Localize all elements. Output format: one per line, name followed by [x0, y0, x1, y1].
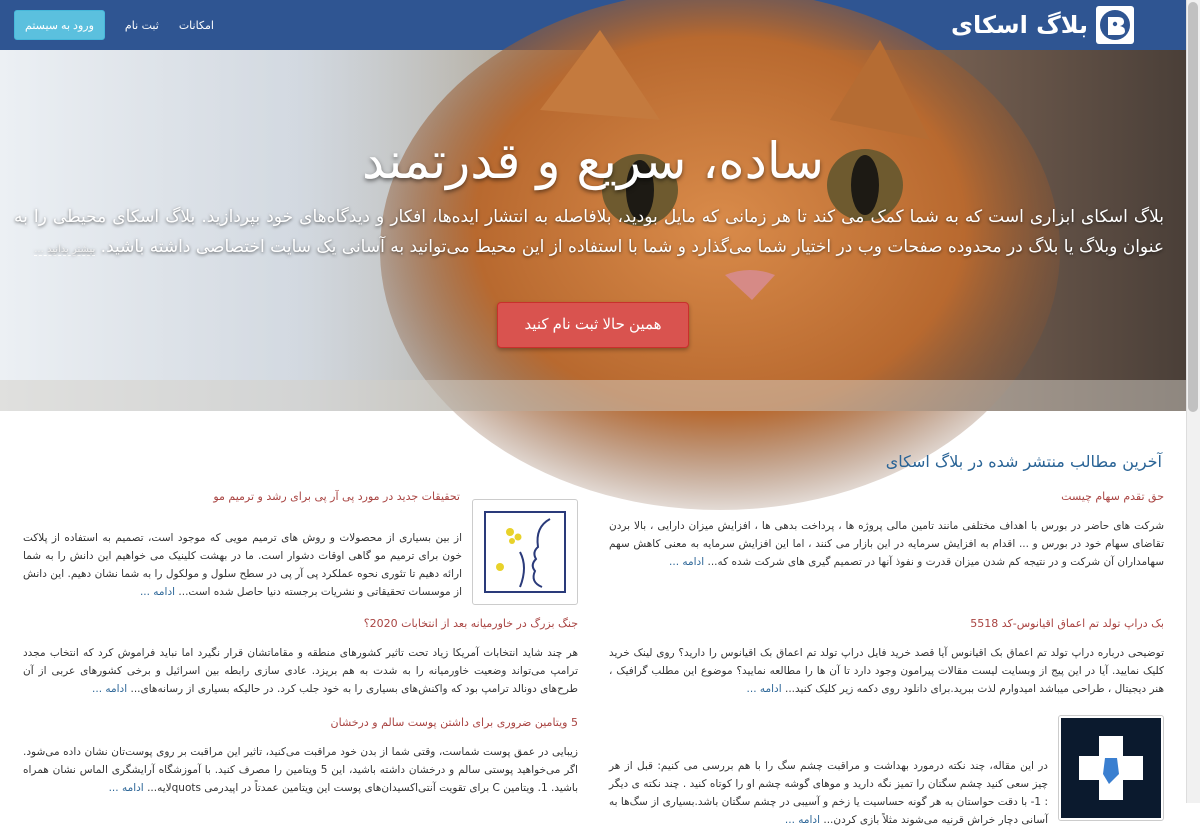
post-excerpt-text: از بین بسیاری از محصولات و روش های ترمیم مویی که موجود است، تصمیم به استفاده از پلاکت خون برای ترمیم مو گاهی اوقات دشوار است. ما در بهشت کلینیک می خواهیم این دانش را به شما ارائه دهیم تا تئوری نحوه عملکرد پی آر پی در سطح سلول و مولکول را به شما نشان دهیم. این دانش از موسسات تحقیقاتی و نشریات برجسته دنیا حاصل شده است...	[23, 532, 462, 598]
read-more-link[interactable]: ادامه ...	[669, 556, 705, 568]
face-profile-icon	[480, 507, 570, 597]
hero-title: ساده، سریع و قدرتمند	[361, 132, 824, 190]
post-excerpt	[609, 757, 1048, 829]
features-link[interactable]: امکانات	[178, 18, 214, 32]
hero-description	[14, 202, 1164, 265]
post-title[interactable]: بک دراپ تولد تم اعماق اقیانوس-کد 5518	[970, 617, 1164, 630]
brand[interactable]	[951, 6, 1134, 44]
post-item	[609, 716, 1164, 829]
post-excerpt	[23, 644, 578, 698]
learn-more-link[interactable]: بیشتر بدانید ...	[34, 244, 96, 255]
latest-posts-title: آخرین مطالب منتشر شده در بلاگ اسکای	[885, 452, 1162, 471]
post-thumbnail[interactable]	[1058, 715, 1164, 821]
post-item	[23, 716, 578, 797]
post-excerpt-text: در این مقاله، چند نکته درمورد بهداشت و مراقبت چشم سگ را با هم بررسی می کنیم: قبل از هر چیز سعی کنید چشم سگتان را تمیز نگه دارید و موهای گوشه چشم او را کوتاه کنید . چند نکته ی دیگر : 1- با دقت حواستان به هر گونه حساسیت یا زخم و آسیبی در چشم سگتان باشد.بسیاری از سگ‌ها به آسانی دچار خراش قرنیه می‌شوند مثلاً بازی کردن...	[609, 760, 1048, 826]
post-excerpt-text: توضیحی درباره دراپ تولد تم اعماق بک اقیانوس آیا قصد خرید فایل دراپ تولد تم اعماق بک اقیانوس را دارید؟ روی لینک خرید کلیک نمایید. آیا در این پیج از وبسایت لیست مقالات پیرامون وجود دارد تا آن ها را مطالعه نمایید؟ موضوع این مطلب گرافیک ، هنر دیجیتال ، طراحی میباشد امیدوارم لذت ببرید.برای دانلود روی دکمه زیر کلیک کنید...	[609, 647, 1164, 695]
post-excerpt-text: شرکت های حاضر در بورس با اهداف مختلفی مانند تامین مالی پروژه ها ، پرداخت بدهی ها ، افزایش میزان دارایی ، بالا بردن تقاضای سهام خود در بورس و ... اقدام به افزایش سرمایه در این بازار می کنند ، اما این افزایش سرمایه به معنی کاهش سهم سهامداران آن شرکت و در نتیجه کم شدن میزان قدرت و نفوذ آنها در تصمیم گیری های شرکت شده که...	[609, 520, 1164, 568]
post-excerpt	[609, 517, 1164, 571]
scrollbar-thumb[interactable]	[1188, 2, 1198, 412]
post-excerpt-text: هر چند شاید انتخابات آمریکا زیاد تحت تاثیر کشورهای منطقه و مقاماتشان قرار نگیرد اما نباید فراموش کرد که انتخاب مجدد ترامپ می‌تواند وضعیت خاورمیانه را به شدت به هم بریزد. عادی سازی رابطه بین اسرائیل و برخی کشورهای عربی از آن طرح‌های دونالد ترامپ بود که واکنش‌های بسیاری را به خود جلب کرد. در حالیکه بسیاری از رسانه‌های...	[23, 647, 578, 695]
hero-description-text: بلاگ اسکای ابزاری است که به شما کمک می کند تا هر زمانی که مایل بودید، بلافاصله به انتشار ایده‌ها، افکار و دیدگاه‌های خود بپردازید. بلاگ اسکای محیطی را به عنوان وبلاگ یا بلاگ در محدوده صفحات وب در اختیار شما می‌گذارد و شما با استفاده از این محیط می‌توانید به آسانی یک سایت اختصاصی داشته باشید.	[14, 207, 1164, 257]
post-item	[23, 490, 578, 605]
post-excerpt	[609, 644, 1164, 698]
read-more-link[interactable]: ادامه ...	[92, 683, 128, 695]
post-title[interactable]: جنگ بزرگ در خاورمیانه بعد از انتخابات 2020؟	[363, 617, 578, 630]
page-scrollbar[interactable]	[1186, 0, 1200, 803]
login-button[interactable]: ورود به سیستم	[14, 10, 105, 40]
post-title[interactable]: تحقیقات جدید در مورد پی آر پی برای رشد و ترمیم مو	[213, 490, 460, 503]
nav-links	[14, 10, 214, 40]
hero-banner	[0, 50, 1186, 411]
read-more-link[interactable]: ادامه ...	[746, 683, 782, 695]
post-item	[609, 617, 1164, 698]
post-thumbnail[interactable]	[472, 499, 578, 605]
post-title[interactable]: حق تقدم سهام چیست	[1061, 490, 1164, 503]
read-more-link[interactable]: ادامه ...	[108, 782, 144, 794]
post-item	[23, 617, 578, 698]
post-title[interactable]: 5 ویتامین ضروری برای داشتن پوست سالم و درخشان	[330, 716, 578, 729]
signup-link[interactable]: ثبت نام	[124, 18, 159, 32]
read-more-link[interactable]: ادامه ...	[784, 814, 821, 826]
medical-cross-icon	[1061, 718, 1161, 818]
read-more-link[interactable]: ادامه ...	[139, 586, 176, 598]
signup-now-button[interactable]: همین حالا ثبت نام کنید	[497, 302, 689, 348]
post-excerpt-text: زیبایی در عمق پوست شماست، وقتی شما از بدن خود مراقبت می‌کنید، تاثیر این مراقبت بر روی پوست‌تان نشان داده می‌شود. اگر می‌خواهید پوستی سالم و درخشان داشته باشید، این 5 ویتامین را مصرف کنید. با آموزشگاه آرایشگری الماس نشان همراه باشید. 1. ویتامین C برای تقویت آنتی‌اکسیدان‌های پوست این ویتامین عمدتاً در اپیدرمی quotsلایه...	[23, 746, 578, 794]
brand-title: بلاگ اسکای	[951, 11, 1088, 39]
post-excerpt	[23, 529, 462, 601]
post-excerpt	[23, 743, 578, 797]
post-item	[609, 490, 1164, 571]
brand-logo-icon	[1096, 6, 1134, 44]
